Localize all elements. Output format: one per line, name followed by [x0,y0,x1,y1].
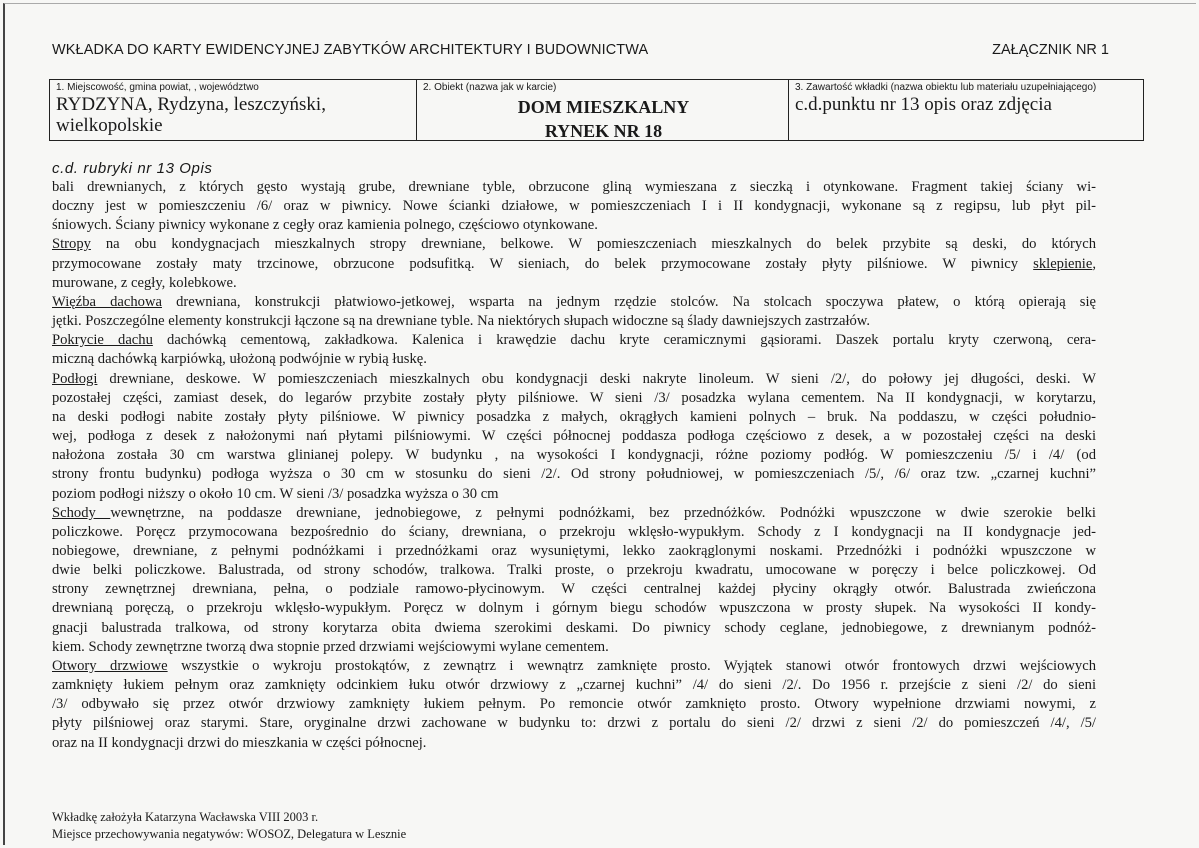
object-value-line2: RYNEK NR 18 [544,121,663,141]
text-run: na obu kondygnacjach mieszkalnych stropy drewniane, belkowe. W pomieszczeniach mieszkalnych do belek przybite są deski, do których [90,236,1096,253]
text-line: miczną dachówką karpiówką, ułożoną podwójnie w rybią łuskę. [52,351,427,368]
description-body [52,178,1096,753]
contents-label: 3. Zawartość wkładki (nazwa obiektu lub materiału uzupełniającego) [795,82,1097,93]
text-line: doczny jest w pomieszczeniu /6/ oraz w piwnicy. Nowe ścianki działowe, w pomieszczeniach I i II kondygnacji, wykonane są z regipsu, lub płyt pil- [52,198,1096,215]
text-line: drewnianą poręczą, o przekroju wklęsło-wypukłym. Poręcz w dolnym i górnym biegu schodów wpuszczona w prosty słupek. Na wysokości II kondy- [52,600,1096,617]
text-line [52,235,1096,254]
location-value-line1: RYDZYNA, Rydzyna, leszczyński, [56,94,326,115]
contents-value: c.d.punktu nr 13 opis oraz zdjęcia [795,94,1052,115]
text-line [52,293,1096,312]
text-run: przymocowane zostały maty trzcinowe, obrzucone podsufitką. W sieniach, do belek przymocowane zostały płyty pilśniowe. W piwnicy [52,255,1034,272]
subheading-roof-covering: Pokrycie dachu [52,332,153,349]
text-line: strony zewnętrznej drewniana, pełna, o podziale ramowo-płycinowym. W części centralnej każdej płyciny okrągły otwór. Balustrada zwieńczona [52,581,1096,598]
negatives-location-note: Miejsce przechowywania negatywów: WOSOZ, Delegatura w Lesznie [52,827,407,841]
text-line [52,504,1096,523]
subheading-floors: Podłogi [52,370,98,387]
location-cell [50,80,416,140]
footer [52,809,406,843]
text-line: jętki. Poszczególne elementy konstrukcji łączone są na drewniane tyble. Na niektórych słupach widoczne są ślady dawniejszych zastrzałów. [52,313,871,330]
text-line: wej, podłoga z desek z nałożonymi nań płytami pilśniowymi. W części północnej poddasza podłoga częściowo z desek, a w pozostałej części na deski [52,428,1096,445]
text-line: poziom podłogi niższy o około 10 cm. W sieni /3/ posadzka wyższa o 30 cm [52,485,499,502]
location-label: 1. Miejscowość, gmina powiat, , województwo [56,82,259,93]
text-line: na deski podłogi nabite zostały płyty pilśniowe. W piwnicy posadzka z małych, okrągłych kamieni polnych – bruk. Na poddaszu, w części południo- [52,408,1096,425]
location-value-line2: wielkopolskie [56,115,163,136]
text-line: śniowych. Ściany piwnicy wykonane z cegły oraz kamienia polnego, częściowo otynkowane. [52,217,598,234]
text-line [52,331,1096,350]
text-line: gnacji balustrada tralkowa, od strony korytarza obita dwiema szerokimi deskami. Do piwnicy schody ceglane, jednobiegowe, z drewnianym podnóż- [52,619,1096,636]
text-line: nałożona została 30 cm warstwa glinianej polepy. W budynku , na wysokości I kondygnacji, różne poziomy podłóg. W pomieszczeniu /5/ i /4/ (od [52,447,1096,464]
text-line: dwie belki policzkowe. Balustrada, od strony schodów, tralkowa. Tralki proste, o przekroju kwadratu, umocowane w poręczy i belce policzkowej. Od [52,562,1096,579]
text-line [52,370,1096,389]
text-line: płyty pilśniowej oraz starymi. Stare, oryginalne drzwi zachowane w budynku to: drzwi z portalu do sieni /2/ drzwi z sieni /2/ do pomieszczeń /4/, /5/ [52,715,1096,732]
text-line [52,657,1096,676]
subheading-door-openings: Otwory drzwiowe [52,657,168,674]
text-line: nobiegowe, drewniane, z pełnymi podnóżkami i przednóżkami oraz wysuniętymi, lekko zaokrąglonymi noskami. Przednóżki i podnóżki wpuszczone w [52,542,1096,559]
author-note: Wkładkę założyła Katarzyna Wacławska VIII 2003 r. [52,810,319,824]
annex-number: ZAŁĄCZNIK NR 1 [992,42,1109,58]
section-heading: c.d. rubryki nr 13 Opis [52,160,213,177]
text-line: murowane, z cegły, kolebkowe. [52,274,237,291]
info-table [49,79,1144,141]
subheading-ceilings: Stropy [52,236,91,253]
text-line: policzkowe. Poręcz przymocowana bezpośrednio do ściany, drewniana, o przekroju wklęsło-wypukłym. Schody z I kondygnacji na II kondygnacje jed- [52,523,1096,540]
contents-cell [788,80,1143,140]
text-line [52,255,1096,274]
text-run: wszystkie o wykroju prostokątów, z zewnątrz i wewnątrz zamknięte prosto. Wyjątek stanowi otwór frontowych drzwi wejściowych [167,657,1096,674]
text-line: pozostałej części, zamiast desek, do legarów przybite zostały płyty pilśniowe. W sieni /3/ posadzka wylana cementem. Na II kondygnacji, w korytarzu, [52,389,1096,406]
subheading-stairs: Schody [52,504,111,521]
document-title: WKŁADKA DO KARTY EWIDENCYJNEJ ZABYTKÓW ARCHITEKTURY I BUDOWNICTWA [52,42,649,58]
subheading-roof-truss: Więźba dachowa [52,293,162,310]
underlined-term-vault: sklepienie [1033,255,1093,272]
text-line: /3/ odbywało się przez otwór drzwiowy zamknięty łukiem pełnym. Po remoncie otwór zamknięto prosto. Otwory wypełnione drzwiami nowymi, z [52,696,1096,713]
text-run: wewnętrzne, na poddasze drewniane, jednobiegowe, z pełnymi podnóżkami, bez przednóżków. Podnóżki wpuszczone w dwie szerokie belki [110,504,1096,521]
text-line: oraz na II kondygnacji drzwi do mieszkania w części północnej. [52,734,427,751]
text-line: bali drewnianych, z których gęsto wystają grube, drewniane tyble, obrzucone gliną wymieszana z sieczką i otynkowane. Fragment takiej ściany wi- [52,179,1096,195]
text-line: strony frontu budynku) podłoga wyższa o 30 cm w stosunku do sieni /2/. Od strony południowej, w pomieszczeniach /5/, /6/ oraz tzw. „czarnej kuchni” [52,466,1096,483]
object-cell [416,80,788,140]
text-run: drewniane, deskowe. W pomieszczeniach mieszkalnych obu kondygnacji deski nakryte linoleum. W sieni /2/, do połowy jej długości, deski. W [97,370,1096,387]
text-run: , [1092,255,1096,272]
text-line: kiem. Schody zewnętrzne tworzą dwa stopnie przed drzwiami wejściowymi wylane cementem. [52,638,609,655]
text-run: drewniana, konstrukcji płatwiowo-jetkowej, wsparta na jednym rzędzie stolców. Na stolcach spoczywa płatew, o którą opierają się [161,293,1097,310]
object-label: 2. Obiekt (nazwa jak w karcie) [423,82,557,93]
text-line: zamknięty łukiem pełnym oraz zamknięty odcinkiem łuku otwór drzwiowy z „czarnej kuchni” /4/ do sieni /2/. Do 1956 r. przejście z sieni /2/ do sieni [52,677,1096,694]
object-value-line1: DOM MIESZKALNY [517,97,690,117]
text-run: dachówką cementową, zakładkowa. Kalenica i krawędzie dachu kryte ceramicznymi gąsiorami. Daszek portalu kryty czerwoną, cera- [152,332,1096,349]
